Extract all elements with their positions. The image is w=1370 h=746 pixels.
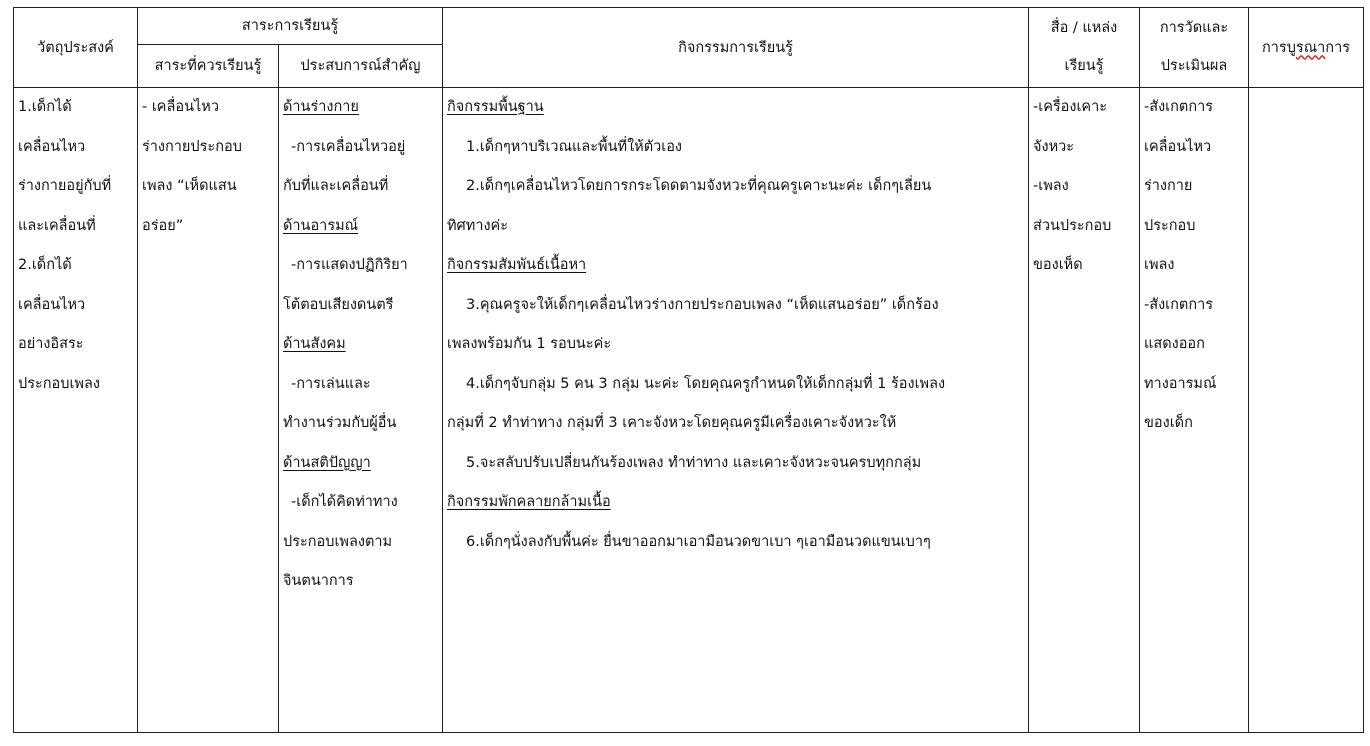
activity-line xyxy=(443,404,1028,444)
evaluation-line: แสดงออก xyxy=(1144,336,1205,352)
media-header-line1: สื่อ / แหล่ง xyxy=(1050,19,1118,36)
experience-line xyxy=(279,562,442,602)
experience-line xyxy=(279,483,442,523)
activity-line-text: กลุ่มที่ 2 ทำท่าทาง กลุ่มที่ 3 เคาะจังหวะโดยคุณครูมีเครื่องเคาะจังหวะให้ xyxy=(447,415,897,431)
media-cell xyxy=(1029,88,1140,733)
evaluation-line: ของเด็ก xyxy=(1144,415,1193,431)
evaluation-line: ทางอารมณ์ xyxy=(1144,375,1217,392)
evaluation-header-line1: การวัดและ xyxy=(1159,19,1229,36)
activity-line-text: กิจกรรมพักคลายกล้ามเนื้อ xyxy=(447,494,611,510)
evaluation-line: -สังเกตการ xyxy=(1144,99,1214,115)
integration-cell xyxy=(1249,88,1364,733)
content-line: ร่างกายประกอบ xyxy=(142,138,242,155)
activities-cell xyxy=(443,88,1029,733)
experience-line-text: กับที่และเคลื่อนที่ xyxy=(283,178,389,194)
activity-line-text: กิจกรรมสัมพันธ์เนื้อหา xyxy=(447,257,587,273)
activity-line xyxy=(443,325,1028,365)
activity-line xyxy=(443,128,1028,168)
activity-line-text: 3.คุณครูจะให้เด็กๆเคลื่อนไหวร่างกายประกอบเพลง “เห็ดแสนอร่อย” เด็กร้อง xyxy=(466,296,939,313)
learning-activities-header: กิจกรรมการเรียนรู้ xyxy=(443,8,1029,88)
experiences-list xyxy=(279,88,442,602)
media-line: -เครื่องเคาะ xyxy=(1033,99,1108,115)
experience-line-text: ด้านสติปัญญา xyxy=(283,454,371,471)
objective-line: และเคลื่อนที่ xyxy=(18,217,96,234)
media-list xyxy=(1029,88,1139,286)
integration-header-suffix: การ xyxy=(1325,39,1351,56)
integration-header xyxy=(1249,8,1364,88)
activity-line xyxy=(443,483,1028,523)
experience-line xyxy=(279,286,442,326)
evaluation-line: ประกอบ xyxy=(1144,217,1196,234)
activity-line xyxy=(443,523,1028,563)
activity-line xyxy=(443,88,1028,128)
evaluation-line: เคลื่อนไหว xyxy=(1144,138,1212,155)
activity-line xyxy=(443,207,1028,247)
experience-line-text: ด้านอารมณ์ xyxy=(283,217,359,234)
integration-header-squiggle: รณา xyxy=(1295,39,1326,56)
integration-header-prefix: การบู xyxy=(1261,39,1296,56)
objectives-cell xyxy=(14,88,138,733)
content-to-learn-header: สาระที่ควรเรียนรู้ xyxy=(138,45,279,88)
experience-line-text: ประกอบเพลงตาม xyxy=(283,533,393,550)
media-line: ของเห็ด xyxy=(1033,257,1083,273)
content-line: - เคลื่อนไหว xyxy=(142,99,219,115)
content-line: เพลง “เห็ดแสน xyxy=(142,178,237,194)
activity-line-text: 4.เด็กๆจับกลุ่ม 5 คน 3 กลุ่ม นะค่ะ โดยคุณครูกำหนดให้เด็กกลุ่มที่ 1 ร้องเพลง xyxy=(466,375,946,392)
media-line: -เพลง xyxy=(1033,178,1069,194)
experience-line-text: ด้านสังคม xyxy=(283,336,346,352)
experience-line-text: จินตนาการ xyxy=(283,573,354,589)
activity-line xyxy=(443,167,1028,207)
media-header-line2: เรียนรู้ xyxy=(1064,57,1104,74)
content-cell xyxy=(138,88,279,733)
media-line: จังหวะ xyxy=(1033,138,1075,155)
activity-line-text: กิจกรรมพื้นฐาน xyxy=(447,99,544,115)
objectives-list xyxy=(14,88,137,404)
content-line: อร่อย” xyxy=(142,217,184,234)
evaluation-header-line2: ประเมินผล xyxy=(1160,57,1228,74)
evaluation-cell xyxy=(1140,88,1249,733)
key-experiences-header: ประสบการณ์สำคัญ xyxy=(279,45,443,88)
experience-line-text: โต้ตอบเสียงดนตรี xyxy=(283,296,394,313)
objective-line: อย่างอิสระ xyxy=(18,336,84,352)
activity-line-text: 6.เด็กๆนั่งลงกับพื้นค่ะ ยื่นขาออกมาเอามือนวดขาเบา ๆเอามือนวดแขนเบาๆ xyxy=(466,533,931,550)
activity-line xyxy=(443,365,1028,405)
objective-line: ประกอบเพลง xyxy=(18,375,100,392)
activity-line-text: เพลงพร้อมกัน 1 รอบนะค่ะ xyxy=(447,336,612,352)
experience-line xyxy=(279,246,442,286)
activity-line-text: 5.จะสลับปรับเปลี่ยนกันร้องเพลง ทำท่าทาง และเคาะจังหวะจนครบทุกกลุ่ม xyxy=(466,454,922,471)
experience-line-text: -การเล่นและ xyxy=(291,375,371,392)
learning-content-header: สาระการเรียนรู้ xyxy=(138,8,443,45)
activity-line xyxy=(443,246,1028,286)
experience-line xyxy=(279,325,442,365)
objective-line: เคลื่อนไหว xyxy=(18,296,86,313)
objective-line: 1.เด็กได้ xyxy=(18,99,72,115)
experience-line xyxy=(279,128,442,168)
objective-line: ร่างกายอยู่กับที่ xyxy=(18,178,112,194)
objective-line: เคลื่อนไหว xyxy=(18,138,86,155)
experience-line-text: -การแสดงปฏิกิริยา xyxy=(291,257,408,273)
experience-line xyxy=(279,444,442,484)
evaluation-header xyxy=(1140,8,1249,88)
experiences-cell xyxy=(279,88,443,733)
media-header xyxy=(1029,8,1140,88)
experience-line-text: -การเคลื่อนไหวอยู่ xyxy=(291,138,406,155)
activity-line-text: 1.เด็กๆหาบริเวณและพื้นที่ให้ตัวเอง xyxy=(466,138,683,155)
experience-line xyxy=(279,207,442,247)
media-line: ส่วนประกอบ xyxy=(1033,217,1112,234)
experience-line xyxy=(279,365,442,405)
lesson-plan-table xyxy=(13,7,1364,733)
activity-line xyxy=(443,444,1028,484)
experience-line xyxy=(279,523,442,563)
content-list xyxy=(138,88,278,246)
experience-line-text: ด้านร่างกาย xyxy=(283,99,359,115)
experience-line xyxy=(279,167,442,207)
activity-line-text: ทิศทางค่ะ xyxy=(447,217,509,234)
evaluation-line: เพลง xyxy=(1144,257,1175,273)
experience-line-text: -เด็กได้คิดท่าทาง xyxy=(291,494,398,510)
activity-line-text: 2.เด็กๆเคลื่อนไหวโดยการกระโดดตามจังหวะที่คุณครูเคาะนะค่ะ เด็กๆเลี่ยน xyxy=(466,178,932,194)
evaluation-line: ร่างกาย xyxy=(1144,178,1193,194)
objectives-header: วัตถุประสงค์ xyxy=(14,8,138,88)
evaluation-list xyxy=(1140,88,1248,444)
experience-line xyxy=(279,404,442,444)
experience-line xyxy=(279,88,442,128)
activity-line xyxy=(443,286,1028,326)
experience-line-text: ทำงานร่วมกับผู้อื่น xyxy=(283,415,397,431)
evaluation-line: -สังเกตการ xyxy=(1144,296,1214,313)
objective-line: 2.เด็กได้ xyxy=(18,257,72,273)
activities-list xyxy=(443,88,1028,562)
